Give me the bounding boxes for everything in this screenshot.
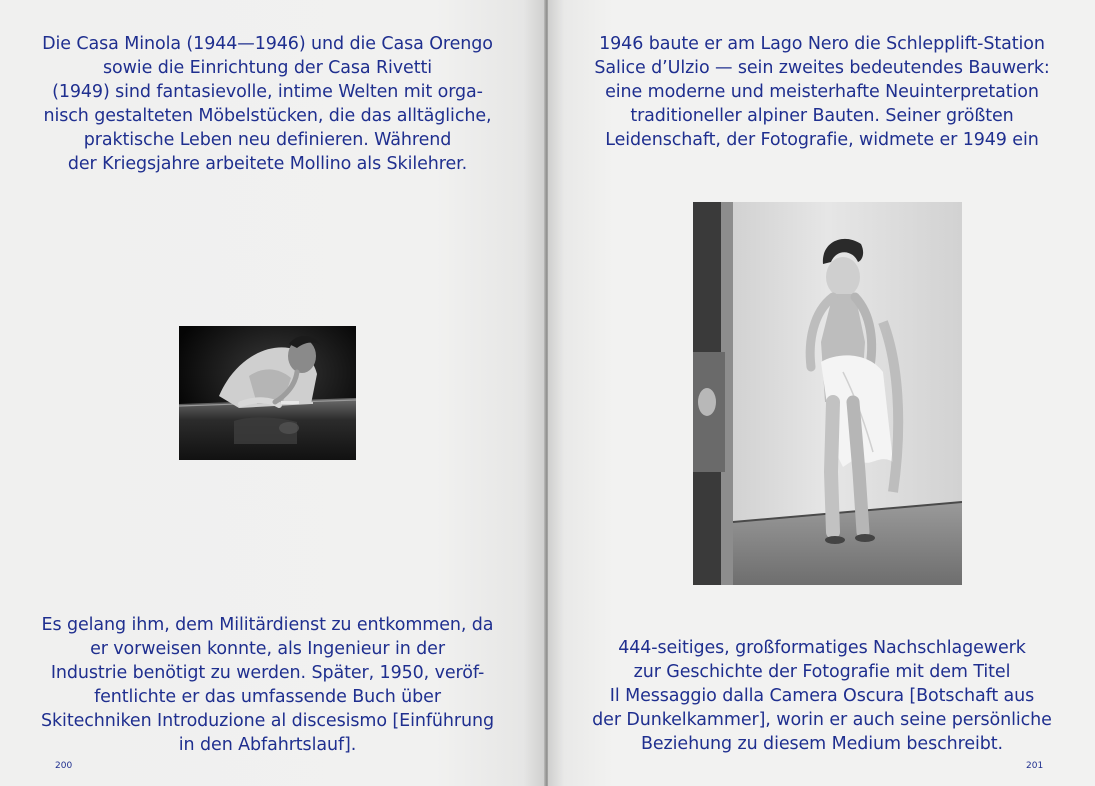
page-number: 201 — [1026, 761, 1044, 771]
page-number: 200 — [55, 761, 73, 771]
right-page — [548, 0, 1095, 786]
text-line: fentlichte er das umfassende Buch über — [94, 687, 441, 707]
text-line: Leidenschaft, der Fotografie, widmete er 1949 ein — [605, 130, 1039, 150]
text-line: Salice d’Ulzio — sein zweites bedeutendes Bauwerk: — [594, 58, 1050, 78]
text-line: nisch gestalteten Möbelstücken, die das alltägliche, — [43, 106, 492, 126]
text-line: der Dunkelkammer], worin er auch seine persönliche — [592, 710, 1052, 730]
left-page — [0, 0, 545, 786]
text-line: praktische Leben neu definieren. Während — [83, 130, 452, 150]
text-line: eine moderne und meisterhafte Neuinterpretation — [605, 82, 1039, 102]
text-line: der Kriegsjahre arbeitete Mollino als Skilehrer. — [67, 154, 468, 174]
text-line: Es gelang ihm, dem Militärdienst zu entkommen, da — [41, 615, 494, 635]
text-line: Die Casa Minola (1944—1946) und die Casa Orengo — [42, 34, 493, 54]
text-line: Skitechniken Introduzione al discesismo [Einführung — [41, 711, 494, 731]
text-line: zur Geschichte der Fotografie mit dem Titel — [633, 662, 1011, 682]
text-line: (1949) sind fantasievolle, intime Welten mit orga- — [52, 82, 483, 102]
text-line: Il Messaggio dalla Camera Oscura [Botschaft aus — [609, 686, 1035, 706]
text-line: Beziehung zu diesem Medium beschreibt. — [640, 734, 1004, 754]
text-line: sowie die Einrichtung der Casa Rivetti — [102, 58, 433, 78]
text-line: traditioneller alpiner Bauten. Seiner größten — [630, 106, 1014, 126]
photo-standing-woman — [693, 202, 962, 585]
right-bottom-paragraph — [578, 636, 1066, 756]
text-line: er vorweisen konnte, als Ingenieur in der — [90, 639, 445, 659]
right-top-paragraph — [578, 32, 1066, 152]
text-line: Industrie benötigt zu werden. Später, 1950, veröf- — [50, 663, 485, 683]
text-line: 444-seitiges, großformatiges Nachschlagewerk — [618, 638, 1026, 658]
left-top-paragraph — [20, 32, 515, 176]
photo-man-at-drafting-table — [179, 326, 356, 460]
left-bottom-paragraph — [20, 613, 515, 757]
text-line: in den Abfahrtslauf]. — [178, 735, 357, 755]
text-line: 1946 baute er am Lago Nero die Schlepplift-Station — [599, 34, 1045, 54]
